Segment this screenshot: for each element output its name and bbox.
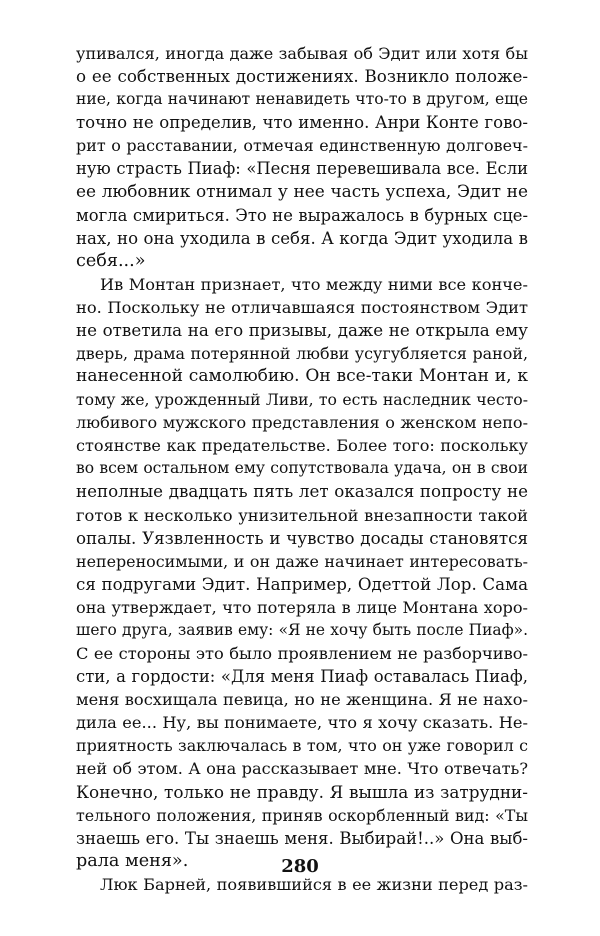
text-line: она утверждает, что потеряла в лице Монтана хоро- [76, 597, 528, 617]
text-line: опалы. Уязвленность и чувство досады становятся [76, 528, 528, 548]
text-line: шего друга, заявив ему: «Я не хочу быть после Пиаф». [76, 620, 528, 639]
text-line: знаешь его. Ты знаешь меня. Выбирай!..» Она выб- [76, 828, 528, 848]
text-line: тому же, урожденный Ливи, то есть наследник често- [76, 390, 528, 410]
text-line: не ответила на его призывы, даже не открыла ему [76, 319, 528, 340]
text-line: во всем остальном ему сопутствовала удача, он в свои [76, 459, 528, 478]
text-line: ся подругами Эдит. Например, Одеттой Лор. Сама [76, 574, 528, 594]
text-line: ную страсть Пиаф: «Песня перевешивала все. Если [76, 159, 528, 179]
text-line: готов к несколько унизительной внезапности такой [76, 505, 528, 525]
paragraph-start-line: Люк Барней, появившийся в ее жизни перед раз- [100, 874, 528, 894]
text-line: могла смириться. Это не выражалось в бурных сце- [76, 205, 528, 225]
text-line: рит о расставании, отмечая единственную долговеч- [76, 136, 528, 156]
text-line: ней об этом. А она рассказывает мне. Что отвечать? [76, 759, 528, 779]
text-line: приятность заключалась в том, что он уже говорил с [76, 736, 528, 756]
text-line: тельного положения, приняв оскорбленный вид: «Ты [76, 805, 528, 825]
paragraph-start-line: Ив Монтан признает, что между ними все конче- [100, 274, 528, 294]
text-line: неполные двадцать пять лет оказался попросту не [76, 482, 528, 502]
text-line: С ее стороны это было проявлением не разборчиво- [76, 644, 528, 664]
text-line: но. Поскольку не отличавшаяся постоянством Эдит [76, 297, 528, 317]
text-line: о ее собственных достижениях. Возникло положе- [76, 66, 528, 87]
paragraph-end-line: себя...» [76, 250, 146, 271]
text-line: непереносимыми, и он даже начинает интересовать- [76, 551, 528, 571]
text-line: меня восхищала певица, но не женщина. Я не нахо- [76, 690, 528, 710]
paragraph-end-line: рала меня». [76, 850, 189, 871]
page-number: 280 [281, 856, 319, 877]
text-line: ее любовник отнимал у нее часть успеха, Эдит не [76, 181, 528, 202]
body-text [76, 42, 528, 896]
text-line: упивался, иногда даже забывая об Эдит или хотя бы [76, 44, 528, 63]
text-line: точно не определив, что именно. Анри Конте гово- [76, 113, 528, 133]
text-line: сти, а гордости: «Для меня Пиаф оставалась Пиаф, [76, 667, 528, 687]
text-line: Конечно, только не правду. Я вышла из затрудни- [76, 781, 528, 802]
text-line: ние, когда начинают ненавидеть что-то в другом, еще [76, 90, 528, 109]
text-line: дверь, драма потерянной любви усугубляется раной, [76, 344, 528, 364]
text-line: любивого мужского представления о женском непо- [76, 413, 528, 433]
text-line: нанесенной самолюбию. Он все-таки Монтан и, к [76, 366, 528, 387]
text-line: стоянстве как предательстве. Более того: поскольку [76, 436, 528, 456]
text-line: нах, но она уходила в себя. А когда Эдит уходила в [76, 228, 528, 248]
text-line: дила ее... Ну, вы понимаете, что я хочу сказать. Не- [76, 713, 528, 733]
